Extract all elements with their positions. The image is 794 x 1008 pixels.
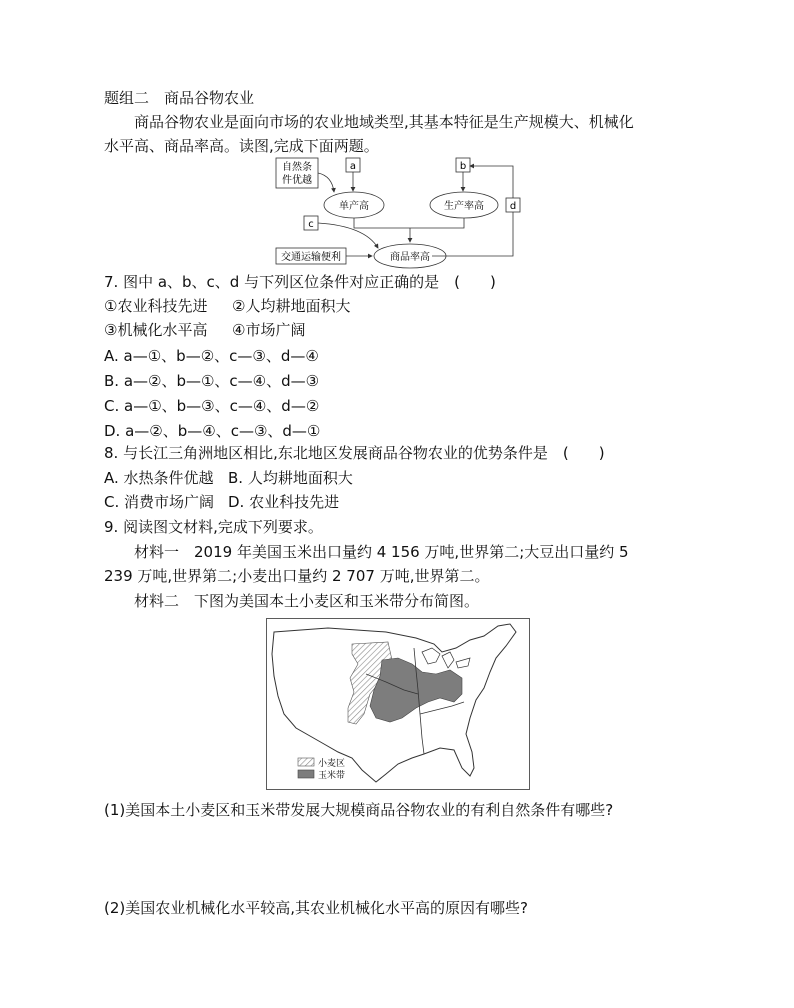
box-a-label: a <box>349 161 357 172</box>
q9-subquestion-2: (2)美国农业机械化水平较高,其农业机械化水平高的原因有哪些? <box>104 899 528 917</box>
oval-yield: 单产高 <box>339 201 369 212</box>
q8-option-b[interactable]: B. 人均耕地面积大 <box>228 469 353 487</box>
oval-commodity: 商品率高 <box>390 252 430 263</box>
q7-condition-3: ③机械化水平高 <box>104 321 208 339</box>
intro-line-2: 水平高、商品率高。读图,完成下面两题。 <box>104 137 379 155</box>
q8-option-a[interactable]: A. 水热条件优越 <box>104 469 214 487</box>
q7-option-a[interactable]: A. a—①、b—②、c—③、d—④ <box>104 347 319 365</box>
section-title: 题组二 商品谷物农业 <box>104 89 255 107</box>
flow-diagram <box>270 154 530 270</box>
us-wheat-corn-map <box>266 618 530 790</box>
q7-option-c[interactable]: C. a—①、b—③、c—④、d—② <box>104 397 320 415</box>
q7-option-d[interactable]: D. a—②、b—④、c—③、d—① <box>104 422 321 440</box>
q9-material-1-line1: 材料一 2019 年美国玉米出口量约 4 156 万吨,世界第二;大豆出口量约 5 <box>134 543 629 561</box>
box-b-label: b <box>459 161 467 172</box>
q7-condition-1: ①农业科技先进 <box>104 297 208 315</box>
box-natural-line1: 自然条 <box>282 162 312 173</box>
legend-corn-label: 玉米带 <box>318 771 346 781</box>
legend-wheat-label: 小麦区 <box>318 759 346 769</box>
intro-line-1: 商品谷物农业是面向市场的农业地域类型,其基本特征是生产规模大、机械化 <box>134 113 634 131</box>
q7-stem: 7. 图中 a、b、c、d 与下列区位条件对应正确的是 ( ) <box>104 273 496 291</box>
q8-stem: 8. 与长江三角洲地区相比,东北地区发展商品谷物农业的优势条件是 ( ) <box>104 444 605 462</box>
box-natural-line2: 件优越 <box>282 175 312 186</box>
q9-subquestion-1: (1)美国本土小麦区和玉米带发展大规模商品谷物农业的有利自然条件有哪些? <box>104 801 614 819</box>
q7-condition-2: ②人均耕地面积大 <box>232 297 351 315</box>
box-transport: 交通运输便利 <box>281 252 341 263</box>
q9-material-2: 材料二 下图为美国本土小麦区和玉米带分布简图。 <box>134 592 480 610</box>
q9-material-1-line2: 239 万吨,世界第二;小麦出口量约 2 707 万吨,世界第二。 <box>104 567 490 585</box>
q8-option-c[interactable]: C. 消费市场广阔 <box>104 493 215 511</box>
q7-option-b[interactable]: B. a—②、b—①、c—④、d—③ <box>104 372 320 390</box>
q7-condition-4: ④市场广阔 <box>232 321 306 339</box>
q8-option-d[interactable]: D. 农业科技先进 <box>228 493 340 511</box>
q9-stem: 9. 阅读图文材料,完成下列要求。 <box>104 518 323 536</box>
oval-productivity: 生产率高 <box>444 201 484 212</box>
box-d-label: d <box>509 201 517 212</box>
box-c-label: c <box>308 219 314 230</box>
